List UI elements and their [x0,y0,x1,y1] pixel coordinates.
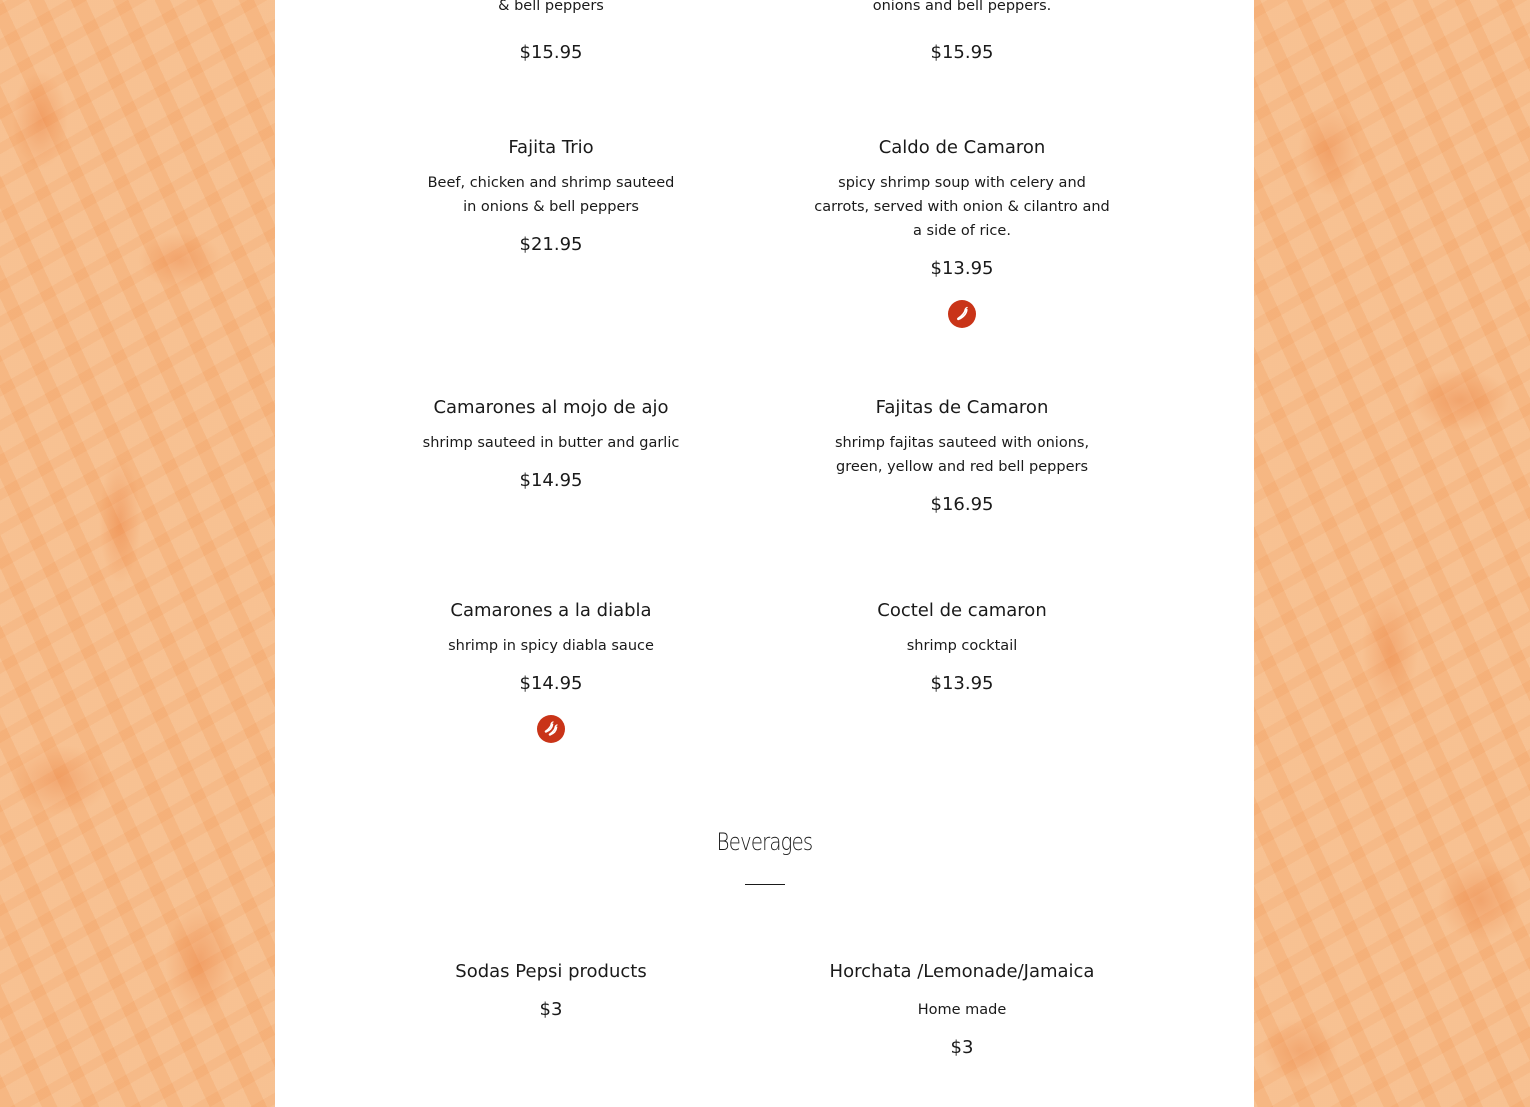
menu-panel [275,0,1254,1107]
menu-item [391,599,711,743]
beverage-item [391,960,711,1022]
item-description: spicy shrimp soup with celery and carrots, served with onion & cilantro and a side of rice. [814,175,1110,239]
item-price: $14.95 [519,673,583,694]
beverage-item [802,960,1122,1060]
section-title: Beverages [716,828,813,856]
item-name: Camarones a la diabla [450,600,652,621]
item-description: Home made [917,1002,1007,1018]
menu-item [802,396,1122,517]
item-price: $14.95 [519,470,583,491]
item-description: & bell peppers [498,0,604,14]
item-name: Horchata /Lemonade/Jamaica [829,961,1095,982]
menu-item [802,599,1122,696]
item-name: Fajita Trio [508,137,594,158]
chili-pepper-icon [948,300,976,328]
item-description: shrimp cocktail [906,638,1018,654]
item-description: shrimp fajitas sauteed with onions, green, yellow and red bell peppers [834,435,1090,475]
item-description: onions and bell peppers. [872,0,1052,14]
section-divider [745,884,785,885]
item-price: $3 [539,999,563,1020]
item-name: Coctel de camaron [877,600,1047,621]
item-price: $21.95 [519,234,583,255]
menu-item [802,0,1122,65]
item-price: $3 [950,1037,974,1058]
item-name: Caldo de Camaron [878,137,1046,158]
item-description: shrimp sauteed in butter and garlic [422,435,680,451]
item-price: $15.95 [930,42,994,63]
item-name: Sodas Pepsi products [455,961,647,982]
menu-item [391,136,711,257]
item-price: $13.95 [930,258,994,279]
item-price: $16.95 [930,494,994,515]
double-chili-pepper-icon [537,715,565,743]
item-name: Fajitas de Camaron [875,397,1049,418]
item-price: $15.95 [519,42,583,63]
menu-item [391,396,711,493]
item-name: Camarones al mojo de ajo [433,397,669,418]
menu-item [802,136,1122,328]
item-price: $13.95 [930,673,994,694]
item-description: shrimp in spicy diabla sauce [448,638,654,654]
menu-item [391,0,711,65]
item-description: Beef, chicken and shrimp sauteed in onions & bell peppers [427,175,675,215]
